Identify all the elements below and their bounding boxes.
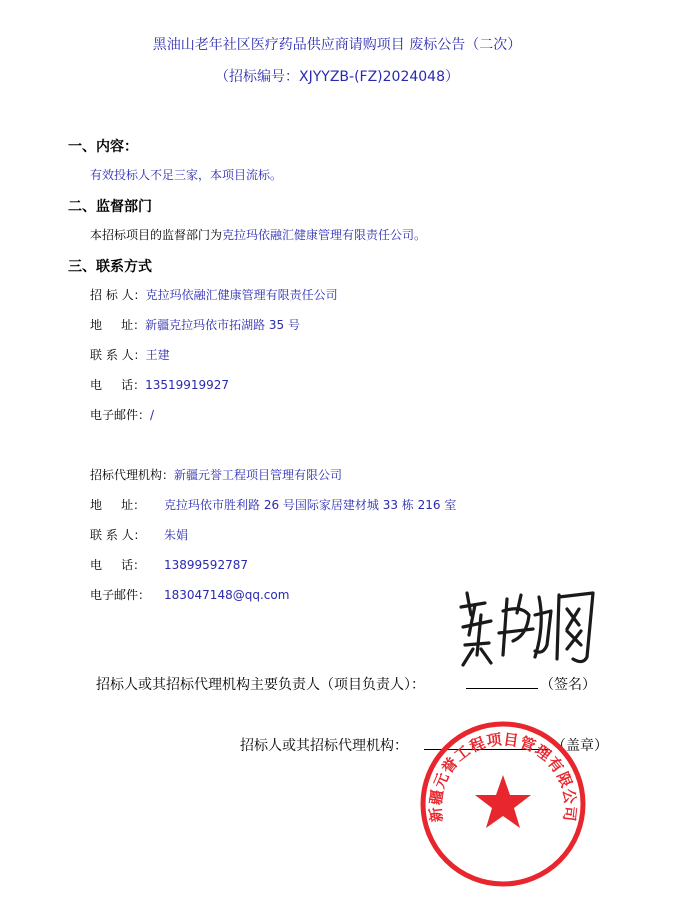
signature-label: 招标人或其招标代理机构主要负责人（项目负责人）：: [96, 677, 425, 693]
signature-suffix: （签名）: [540, 677, 596, 693]
document-title: 黑油山老年社区医疗药品供应商请购项目 废标公告（二次）: [152, 37, 522, 53]
address-value: 克拉玛依市胜利路 26 号国际家居建材城 33 栋 216 室: [164, 498, 457, 512]
agency-row: [90, 466, 342, 483]
address-label: 地 址：: [90, 498, 146, 512]
supervision-prefix: 本招标项目的监督部门为: [90, 228, 223, 242]
agency-phone-row: [90, 556, 248, 573]
address-label: 地 址：: [90, 318, 146, 332]
section-contact-heading: 三、联系方式: [68, 259, 152, 275]
section-content-heading: 一、内容：: [68, 139, 138, 155]
supervision-dept: 克拉玛依融汇健康管理有限责任公司。: [222, 228, 427, 242]
handwritten-signature: [455, 585, 605, 680]
contact-label: 联 系 人：: [90, 528, 146, 542]
tenderer-contact-row: [90, 346, 170, 363]
tenderer-phone-row: [90, 376, 229, 393]
signature-line: [466, 688, 538, 689]
contact-value: 朱娟: [164, 528, 189, 542]
email-label: 电子邮件：: [90, 408, 151, 422]
email-label: 电子邮件：: [90, 588, 151, 602]
agency-value: 新疆元誉工程项目管理有限公司: [174, 468, 343, 482]
agency-address-row: [90, 496, 456, 513]
agency-contact-row: [90, 526, 188, 543]
agency-email-row: [90, 586, 289, 603]
company-seal-stamp: [418, 719, 588, 889]
section-content-text: 有效投标人不足三家，本项目流标。: [90, 168, 283, 182]
email-value: /: [150, 408, 155, 422]
phone-value: 13519919927: [145, 378, 230, 392]
phone-value: 13899592787: [164, 558, 248, 572]
email-value: 183047148@qq.com: [164, 588, 290, 602]
phone-label: 电 话：: [90, 558, 146, 572]
svg-text:新疆元誉工程项目管理有限公司: 新疆元誉工程项目管理有限公司: [426, 730, 580, 824]
address-value: 新疆克拉玛依市拓湖路 35 号: [145, 318, 300, 332]
phone-label: 电 话：: [90, 378, 146, 392]
contact-label: 联 系 人：: [90, 348, 146, 362]
tenderer-address-row: [90, 316, 300, 333]
contact-value: 王建: [145, 348, 170, 362]
seal-suffix: （盖章）: [552, 738, 608, 754]
tender-number: （招标编号：XJYYZB-(FZ)2024048）: [215, 69, 459, 85]
tenderer-label: 招 标 人：: [90, 288, 146, 302]
section-supervision-heading: 二、监督部门: [68, 199, 152, 215]
tenderer-row: [90, 286, 338, 303]
agency-label: 招标代理机构：: [90, 468, 175, 482]
tenderer-email-row: [90, 406, 154, 423]
section-supervision-text: [90, 226, 426, 243]
seal-label: 招标人或其招标代理机构：: [240, 738, 408, 754]
tenderer-value: 克拉玛依融汇健康管理有限责任公司: [145, 288, 338, 302]
